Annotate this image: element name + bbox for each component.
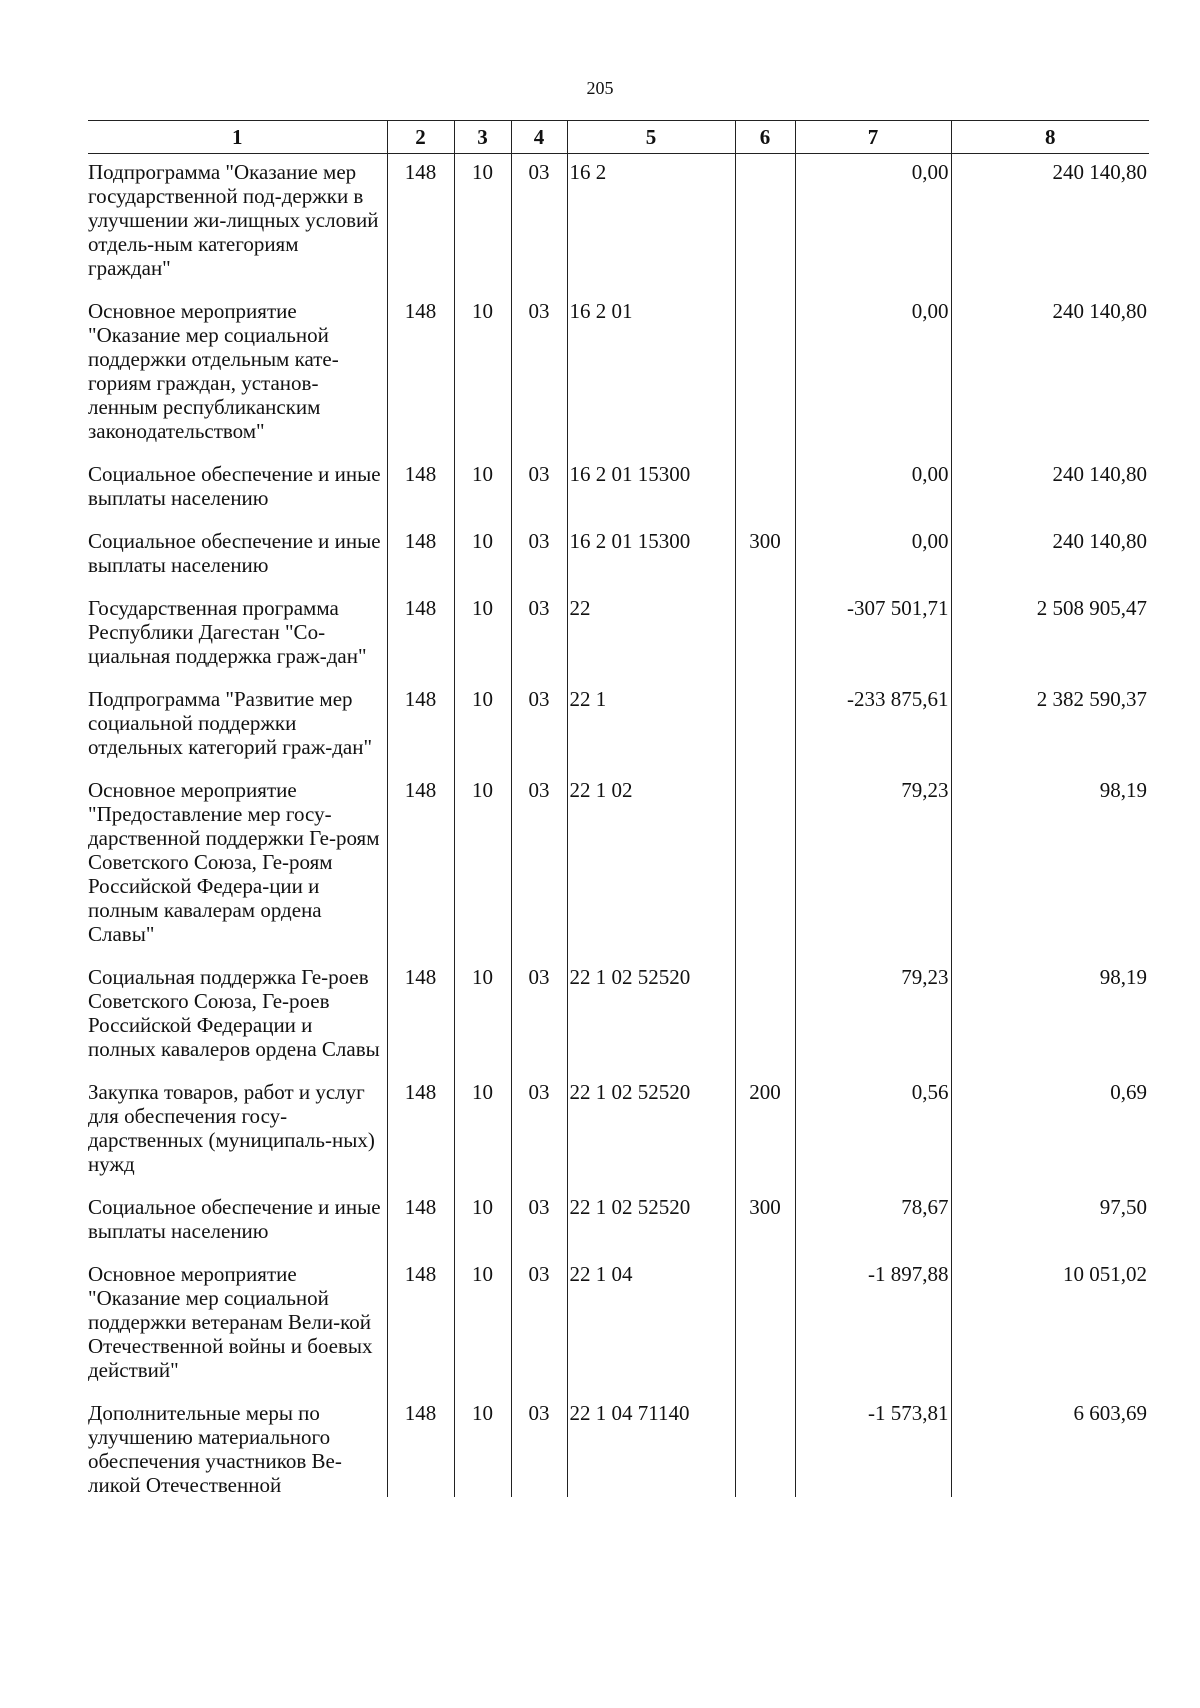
cell-admin-code: 148 xyxy=(387,778,454,965)
cell-target-article: 22 1 xyxy=(567,687,735,778)
cell-admin-code: 148 xyxy=(387,596,454,687)
cell-name: Основное мероприятие "Оказание мер социальной поддержки отдельным кате-гориям граждан, установ-ленным республиканским законодательством" xyxy=(88,299,339,443)
column-header: 1 xyxy=(88,121,387,154)
cell-target-article: 22 1 02 52520 xyxy=(567,1080,735,1195)
cell-admin-code: 148 xyxy=(387,299,454,462)
cell-subsection: 03 xyxy=(511,1195,567,1262)
cell-target-article: 16 2 01 15300 xyxy=(567,462,735,529)
budget-table xyxy=(88,120,1149,1497)
cell-target-article: 22 1 02 52520 xyxy=(567,965,735,1080)
cell-subsection: 03 xyxy=(511,1262,567,1401)
column-header: 4 xyxy=(511,121,567,154)
cell-total-amount: 240 140,80 xyxy=(951,529,1149,596)
cell-subsection: 03 xyxy=(511,687,567,778)
column-header: 5 xyxy=(567,121,735,154)
table-row xyxy=(88,462,1149,529)
cell-admin-code: 148 xyxy=(387,687,454,778)
cell-admin-code: 148 xyxy=(387,462,454,529)
cell-total-amount: 0,69 xyxy=(951,1080,1149,1195)
cell-section: 10 xyxy=(454,596,511,687)
cell-section: 10 xyxy=(454,1401,511,1497)
cell-expense-type xyxy=(735,1262,795,1401)
cell-section: 10 xyxy=(454,529,511,596)
cell-change-amount: 79,23 xyxy=(795,965,951,1080)
table-row xyxy=(88,1195,1149,1262)
cell-target-article: 22 xyxy=(567,596,735,687)
cell-section: 10 xyxy=(454,299,511,462)
cell-change-amount: 0,00 xyxy=(795,462,951,529)
cell-change-amount: 78,67 xyxy=(795,1195,951,1262)
cell-name: Социальное обеспечение и иные выплаты населению xyxy=(88,462,381,510)
cell-change-amount: 0,00 xyxy=(795,529,951,596)
cell-change-amount: -307 501,71 xyxy=(795,596,951,687)
cell-admin-code: 148 xyxy=(387,1401,454,1497)
cell-target-article: 16 2 01 xyxy=(567,299,735,462)
cell-change-amount: -1 573,81 xyxy=(795,1401,951,1497)
cell-section: 10 xyxy=(454,154,511,300)
cell-admin-code: 148 xyxy=(387,965,454,1080)
cell-admin-code: 148 xyxy=(387,1262,454,1401)
cell-subsection: 03 xyxy=(511,778,567,965)
cell-total-amount: 97,50 xyxy=(951,1195,1149,1262)
cell-total-amount: 2 382 590,37 xyxy=(951,687,1149,778)
table-row xyxy=(88,778,1149,965)
cell-expense-type xyxy=(735,299,795,462)
column-header: 3 xyxy=(454,121,511,154)
cell-total-amount: 10 051,02 xyxy=(951,1262,1149,1401)
cell-name: Социальная поддержка Ге-роев Советского Союза, Ге-роев Российской Федерации и полных кавалеров ордена Славы xyxy=(88,965,380,1061)
cell-section: 10 xyxy=(454,965,511,1080)
cell-target-article: 22 1 02 xyxy=(567,778,735,965)
cell-change-amount: -1 897,88 xyxy=(795,1262,951,1401)
cell-admin-code: 148 xyxy=(387,1080,454,1195)
cell-target-article: 16 2 xyxy=(567,154,735,300)
cell-target-article: 22 1 02 52520 xyxy=(567,1195,735,1262)
cell-subsection: 03 xyxy=(511,529,567,596)
cell-change-amount: 0,56 xyxy=(795,1080,951,1195)
cell-subsection: 03 xyxy=(511,299,567,462)
column-header: 7 xyxy=(795,121,951,154)
table-row xyxy=(88,1262,1149,1401)
cell-name: Подпрограмма "Оказание мер государственной под-держки в улучшении жи-лищных условий отдель-ным категориям граждан" xyxy=(88,160,379,280)
cell-name: Подпрограмма "Развитие мер социальной поддержки отдельных категорий граж-дан" xyxy=(88,687,373,759)
cell-expense-type xyxy=(735,778,795,965)
table-row xyxy=(88,965,1149,1080)
cell-subsection: 03 xyxy=(511,1080,567,1195)
cell-total-amount: 240 140,80 xyxy=(951,154,1149,300)
cell-name: Основное мероприятие "Оказание мер социальной поддержки ветеранам Вели-кой Отечественной войны и боевых действий" xyxy=(88,1262,373,1382)
table-row xyxy=(88,596,1149,687)
cell-target-article: 16 2 01 15300 xyxy=(567,529,735,596)
cell-admin-code: 148 xyxy=(387,154,454,300)
cell-subsection: 03 xyxy=(511,462,567,529)
cell-change-amount: 79,23 xyxy=(795,778,951,965)
table-row xyxy=(88,529,1149,596)
cell-target-article: 22 1 04 xyxy=(567,1262,735,1401)
cell-total-amount: 240 140,80 xyxy=(951,299,1149,462)
column-header: 6 xyxy=(735,121,795,154)
cell-admin-code: 148 xyxy=(387,529,454,596)
cell-subsection: 03 xyxy=(511,1401,567,1497)
cell-change-amount: 0,00 xyxy=(795,154,951,300)
cell-expense-type: 300 xyxy=(735,529,795,596)
table-row xyxy=(88,1401,1149,1497)
cell-subsection: 03 xyxy=(511,154,567,300)
cell-subsection: 03 xyxy=(511,965,567,1080)
cell-admin-code: 148 xyxy=(387,1195,454,1262)
cell-expense-type xyxy=(735,462,795,529)
table-row xyxy=(88,154,1149,300)
cell-section: 10 xyxy=(454,1195,511,1262)
cell-section: 10 xyxy=(454,687,511,778)
cell-target-article: 22 1 04 71140 xyxy=(567,1401,735,1497)
table-body xyxy=(88,154,1149,1498)
cell-expense-type xyxy=(735,965,795,1080)
cell-name: Социальное обеспечение и иные выплаты населению xyxy=(88,529,381,577)
cell-total-amount: 98,19 xyxy=(951,965,1149,1080)
cell-total-amount: 6 603,69 xyxy=(951,1401,1149,1497)
cell-name: Основное мероприятие "Предоставление мер госу-дарственной поддержки Ге-роям Советского Союза, Ге-роям Российской Федера-ции и полным кавалерам ордена Славы" xyxy=(88,778,380,946)
table-row xyxy=(88,299,1149,462)
cell-name: Социальное обеспечение и иные выплаты населению xyxy=(88,1195,381,1243)
table-row xyxy=(88,687,1149,778)
cell-section: 10 xyxy=(454,1262,511,1401)
column-header: 8 xyxy=(951,121,1149,154)
cell-expense-type xyxy=(735,1401,795,1497)
table-row xyxy=(88,1080,1149,1195)
cell-total-amount: 240 140,80 xyxy=(951,462,1149,529)
cell-change-amount: 0,00 xyxy=(795,299,951,462)
cell-expense-type xyxy=(735,596,795,687)
cell-expense-type xyxy=(735,154,795,300)
page-number: 205 xyxy=(586,78,614,98)
cell-total-amount: 2 508 905,47 xyxy=(951,596,1149,687)
cell-section: 10 xyxy=(454,1080,511,1195)
table-header-row xyxy=(88,121,1149,154)
cell-change-amount: -233 875,61 xyxy=(795,687,951,778)
cell-subsection: 03 xyxy=(511,596,567,687)
cell-total-amount: 98,19 xyxy=(951,778,1149,965)
cell-expense-type: 200 xyxy=(735,1080,795,1195)
cell-section: 10 xyxy=(454,462,511,529)
cell-name: Дополнительные меры по улучшению материального обеспечения участников Ве-ликой Отечественной xyxy=(88,1401,342,1497)
cell-name: Государственная программа Республики Дагестан "Со-циальная поддержка граж-дан" xyxy=(88,596,367,668)
cell-expense-type: 300 xyxy=(735,1195,795,1262)
cell-name: Закупка товаров, работ и услуг для обеспечения госу-дарственных (муниципаль-ных) нужд xyxy=(88,1080,375,1176)
cell-section: 10 xyxy=(454,778,511,965)
cell-expense-type xyxy=(735,687,795,778)
column-header: 2 xyxy=(387,121,454,154)
